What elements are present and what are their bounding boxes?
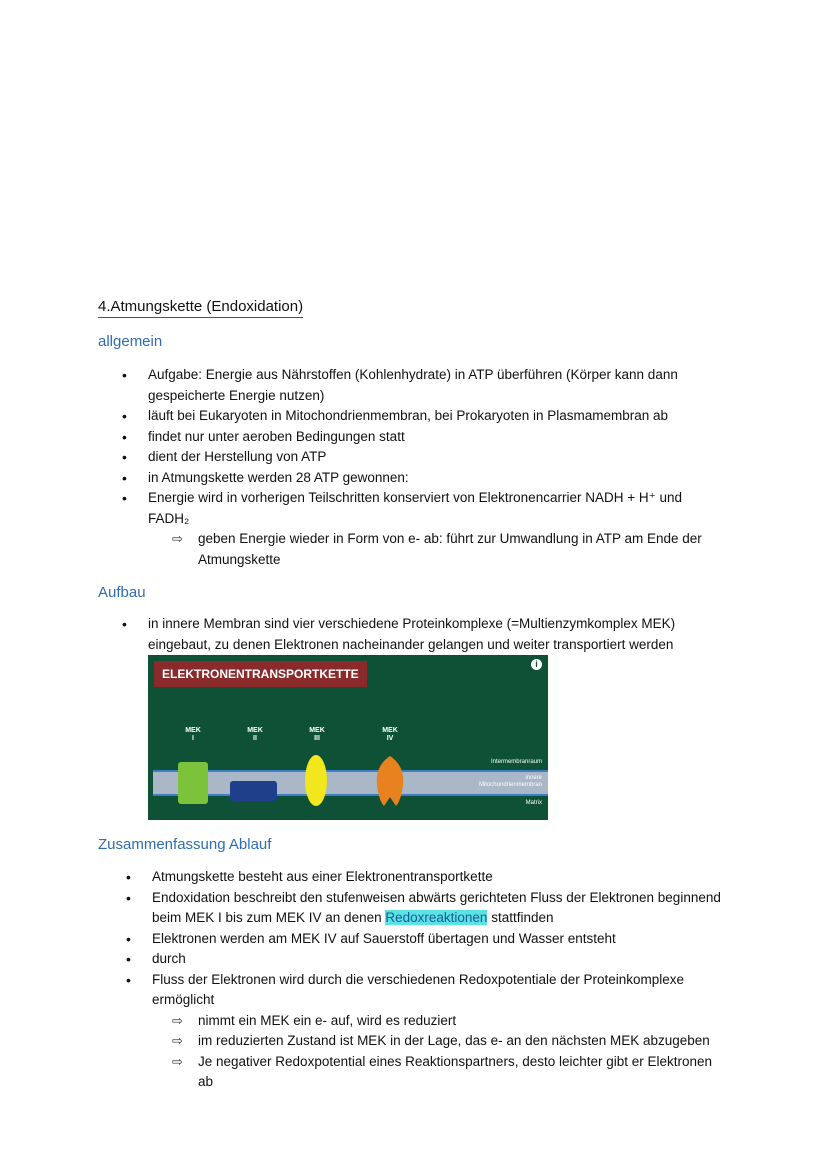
zusammenfassung-list bbox=[126, 867, 726, 1093]
electron-transport-chain-diagram bbox=[148, 655, 548, 820]
list-item: • in Atmungskette werden 28 ATP gewonnen: bbox=[122, 468, 722, 489]
section-heading-allgemein: allgemein bbox=[98, 333, 163, 350]
list-item: • Elektronen werden am MEK IV auf Sauerstoff übertagen und Wasser entsteht bbox=[126, 929, 726, 950]
list-item: • durch bbox=[126, 949, 726, 970]
sublist bbox=[172, 529, 722, 570]
list-item-text: Fluss der Elektronen wird durch die verschiedenen Redoxpotentiale der Proteinkomplexe ermöglicht bbox=[152, 971, 685, 1007]
mek-1-label: MEK I bbox=[185, 727, 201, 742]
list-item bbox=[126, 970, 726, 1093]
list-item: • in innere Membran sind vier verschiedene Proteinkomplexe (=Multienzymkomplex MEK) eingebaut, zu denen Elektronen nacheinander gelangen und weiter transportiert werden bbox=[122, 614, 722, 655]
list-item: • läuft bei Eukaryoten in Mitochondrienmembran, bei Prokaryoten in Plasmamembran ab bbox=[122, 406, 722, 427]
diagram-title: ELEKTRONENTRANSPORTKETTE bbox=[154, 661, 367, 687]
page-title: 4.Atmungskette (Endoxidation) bbox=[98, 298, 303, 318]
mek-1-complex bbox=[178, 762, 208, 804]
mek-2-complex bbox=[230, 781, 277, 801]
sublist-item: ⇨ im reduzierten Zustand ist MEK in der Lage, das e- an den nächsten MEK abzugeben bbox=[172, 1031, 726, 1052]
list-item-text: Energie wird in vorherigen Teilschritten konserviert von Elektronencarrier NADH + H⁺ und FADH₂ bbox=[148, 490, 682, 526]
mek-3-label: MEK III bbox=[309, 727, 325, 742]
list-item: • Atmungskette besteht aus einer Elektronentransportkette bbox=[126, 867, 726, 888]
section-heading-zusammenfassung: Zusammenfassung Ablauf bbox=[98, 836, 272, 853]
list-item bbox=[122, 488, 722, 570]
sublist-item: ⇨ geben Energie wieder in Form von e- ab: führt zur Umwandlung in ATP am Ende der Atmungskette bbox=[172, 529, 722, 570]
section-heading-aufbau: Aufbau bbox=[98, 584, 146, 601]
highlighted-term: Redoxreaktionen bbox=[385, 910, 488, 925]
list-item: • dient der Herstellung von ATP bbox=[122, 447, 722, 468]
list-item: • findet nur unter aeroben Bedingungen statt bbox=[122, 427, 722, 448]
sublist-item: ⇨ Je negativer Redoxpotential eines Reaktionspartners, desto leichter gibt er Elektronen ab bbox=[172, 1052, 726, 1093]
mek-3-complex bbox=[305, 755, 327, 806]
mek-4-label: MEK IV bbox=[382, 727, 398, 742]
sublist-item: ⇨ nimmt ein MEK ein e- auf, wird es reduziert bbox=[172, 1011, 726, 1032]
info-icon[interactable]: i bbox=[531, 659, 542, 670]
inner-membrane-label: innere Mitochondrienmembran bbox=[478, 775, 542, 788]
mek-2-label: MEK II bbox=[247, 727, 263, 742]
allgemein-list bbox=[122, 365, 722, 570]
sublist bbox=[172, 1011, 726, 1093]
list-item: • Aufgabe: Energie aus Nährstoffen (Kohlenhydrate) in ATP überführen (Körper kann dann gespeicherte Energie nutzen) bbox=[122, 365, 722, 406]
mek-4-complex bbox=[375, 755, 405, 807]
matrix-label: Matrix bbox=[525, 800, 542, 806]
intermembrane-space-label: Intermembranraum bbox=[490, 759, 542, 765]
aufbau-list bbox=[122, 614, 722, 655]
list-item: • Endoxidation beschreibt den stufenweisen abwärts gerichteten Fluss der Elektronen beginnend beim MEK I bis zum MEK IV an denen Redoxreaktionen stattfinden bbox=[126, 888, 726, 929]
